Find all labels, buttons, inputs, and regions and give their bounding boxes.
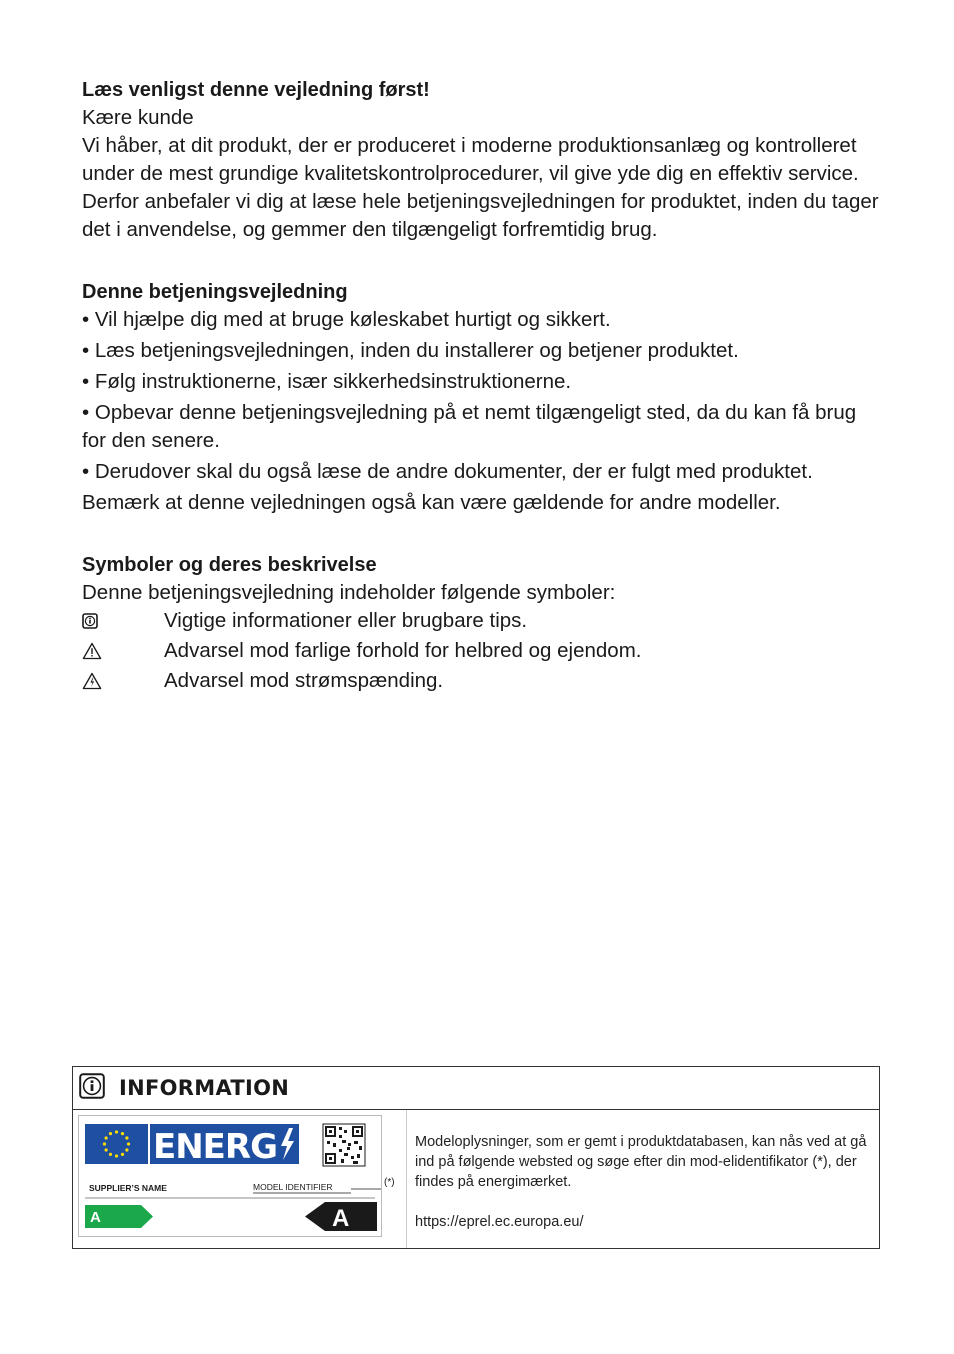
- electric-warning-icon: [82, 672, 164, 690]
- document-content: [82, 76, 882, 697]
- manual-bullet: • Derudover skal du også læse de andre dokumenter, der er fulgt med produktet.: [82, 460, 813, 483]
- asterisk-marker: (*): [384, 1177, 395, 1188]
- manual-section: [82, 278, 882, 517]
- symbol-row: [82, 607, 882, 635]
- warning-icon: [82, 642, 164, 660]
- intro-paragraph-1: Vi håber, at dit produkt, der er produceret i moderne produktionsanlæg og kontrolleret under de mest grundige kvalitetskontrolprocedurer, vil give yde dig en effektiv service.: [82, 134, 859, 185]
- manual-bullet: • Vil hjælpe dig med at bruge køleskabet hurtigt og sikkert.: [82, 308, 611, 331]
- energy-class: A: [332, 1205, 350, 1232]
- symbols-section: [82, 551, 882, 695]
- information-box: [72, 1066, 880, 1249]
- model-identifier: MODEL IDENTIFIER: [253, 1182, 333, 1192]
- eu-flag-icon: [85, 1124, 148, 1164]
- information-header: [73, 1067, 879, 1110]
- symbol-text: Advarsel mod farlige forhold for helbred og ejendom.: [164, 639, 642, 662]
- energy-label-graphic: [79, 1116, 381, 1236]
- symbols-heading: Symboler og deres beskrivelse: [82, 554, 377, 576]
- eprel-url: https://eprel.ec.europa.eu/: [415, 1214, 584, 1230]
- info-icon: [79, 1073, 105, 1104]
- manual-note: Bemærk at denne vejledningen også kan være gældende for andre modeller.: [82, 491, 781, 514]
- supplier-name: SUPPLIER’S NAME: [89, 1183, 167, 1193]
- energy-word: ENERG: [153, 1127, 277, 1167]
- greeting: Kære kunde: [82, 106, 194, 129]
- energy-label: [78, 1115, 382, 1237]
- intro-heading: Læs venligst denne vejledning først!: [82, 79, 430, 101]
- symbols-intro: Denne betjeningsvejledning indeholder følgende symboler:: [82, 581, 616, 604]
- symbol-row: [82, 667, 882, 695]
- manual-bullet: • Opbevar denne betjeningsvejledning på et nemt tilgængeligt sted, da du kan få brug for den senere.: [82, 401, 857, 452]
- intro-paragraph-2: Derfor anbefaler vi dig at læse hele betjeningsvejledningen for produktet, inden du tager det i anvendelse, og gemmer den tilgængeligt forfremtidig brug.: [82, 190, 879, 241]
- information-body: [73, 1110, 879, 1248]
- information-text: Modeloplysninger, som er gemt i produktdatabasen, kan nås ved at gå ind på følgende websted og søge efter din mod-elidentifikator (*), der findes på energimærket.: [415, 1134, 867, 1190]
- information-text-panel: [407, 1110, 879, 1248]
- symbol-row: [82, 637, 882, 665]
- symbol-text: Vigtige informationer eller brugbare tips.: [164, 609, 528, 632]
- manual-heading: Denne betjeningsvejledning: [82, 281, 348, 303]
- info-icon: [82, 613, 164, 629]
- symbol-text: Advarsel mod strømspænding.: [164, 669, 444, 692]
- manual-bullet: • Læs betjeningsvejledningen, inden du installerer og betjener produktet.: [82, 339, 739, 362]
- information-title: INFORMATION: [119, 1076, 290, 1100]
- energy-label-panel: [73, 1110, 407, 1248]
- qr-code-icon: [323, 1124, 365, 1166]
- energy-scale-class: A: [90, 1209, 101, 1226]
- manual-bullet: • Følg instruktionerne, især sikkerhedsinstruktionerne.: [82, 370, 572, 393]
